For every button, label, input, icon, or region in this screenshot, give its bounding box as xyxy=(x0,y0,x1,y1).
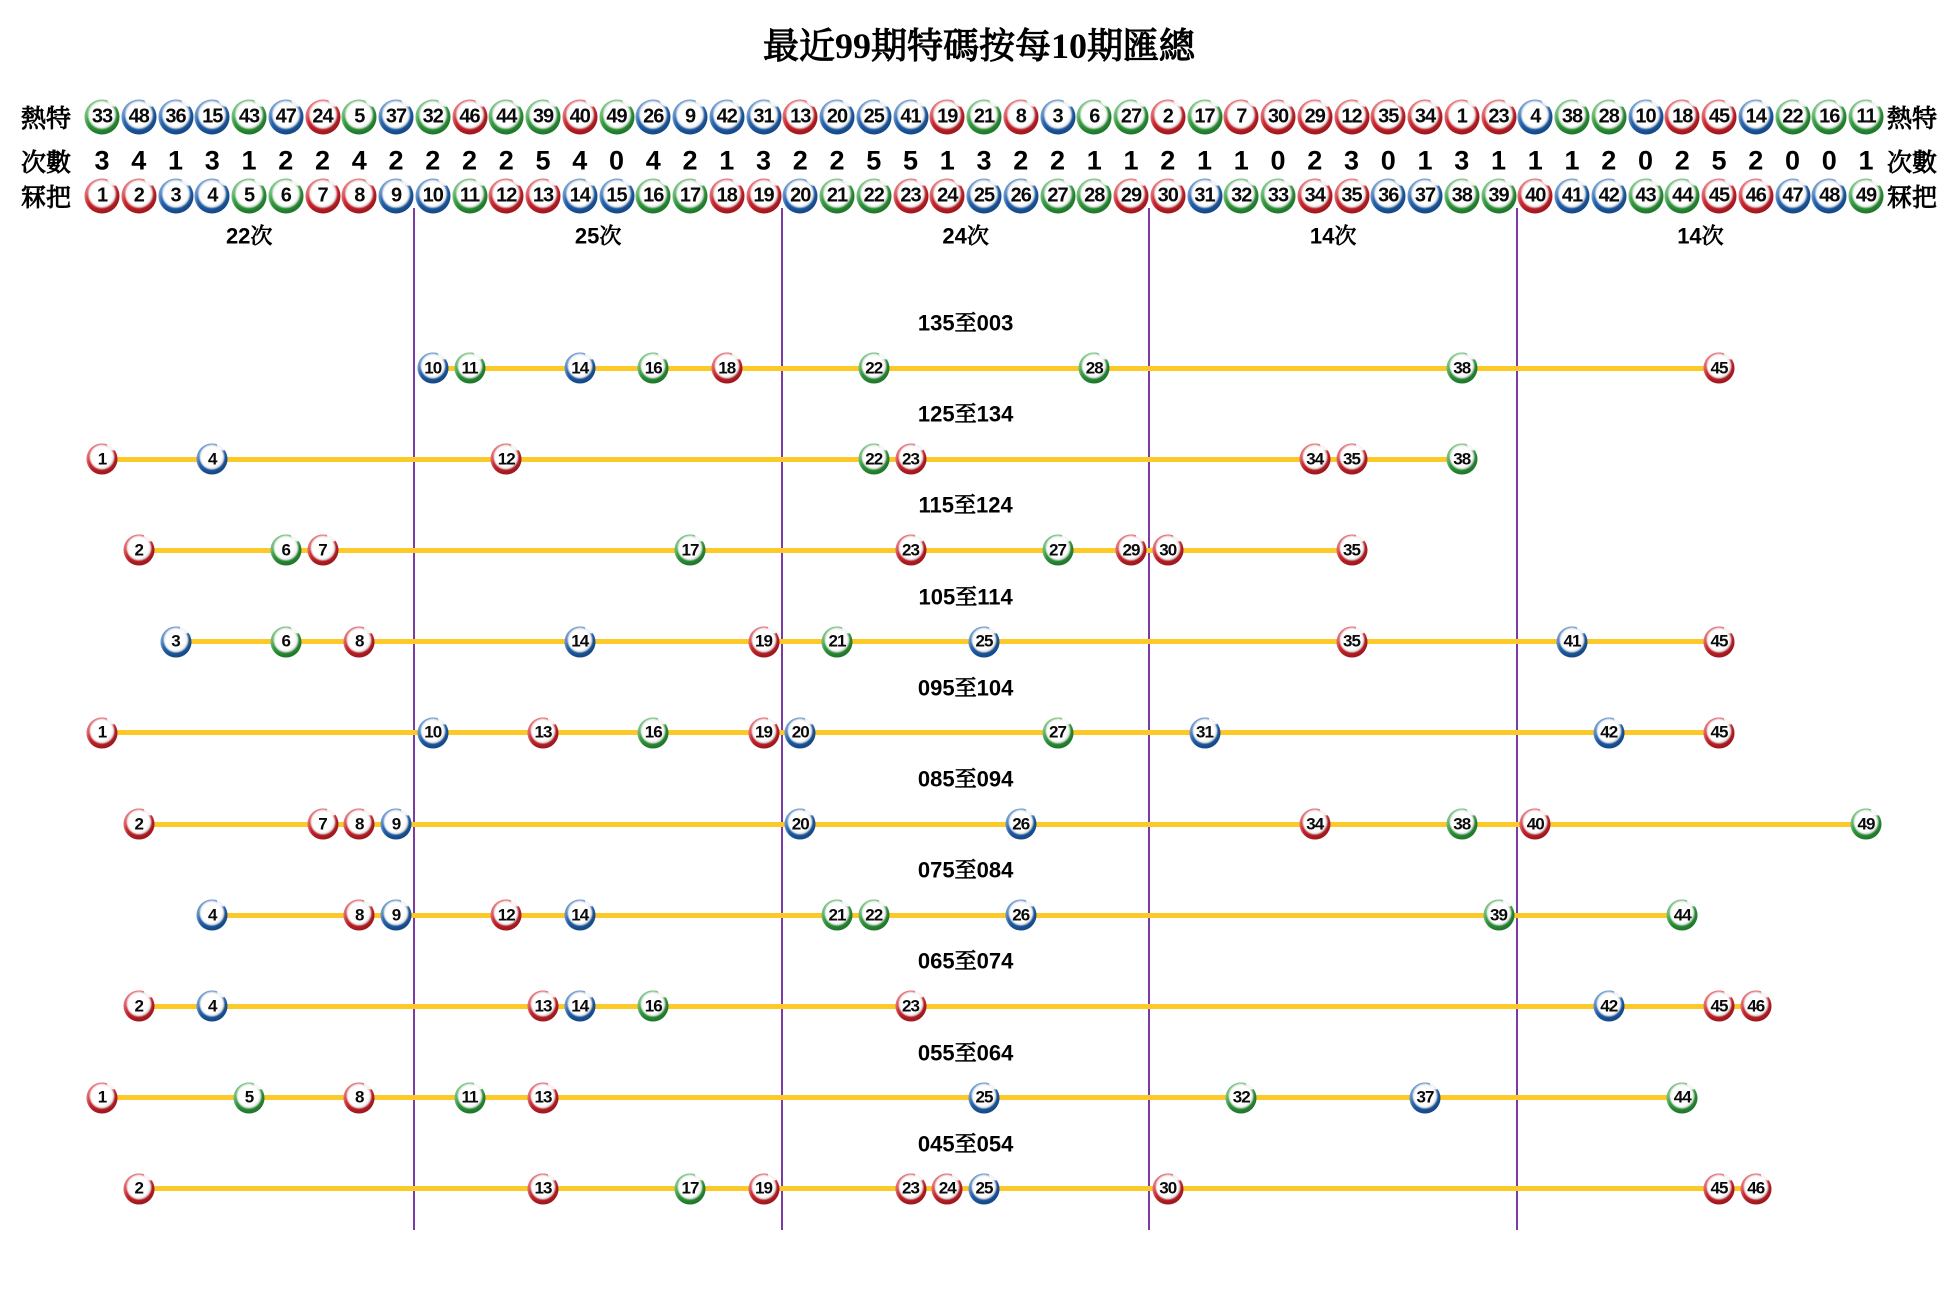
row-ball-42: 42 xyxy=(1593,717,1624,748)
hot-ball-7: 7 xyxy=(1224,100,1259,135)
row-ball-38: 38 xyxy=(1446,444,1477,475)
number-ball-42: 42 xyxy=(1591,179,1626,214)
number-ball-19: 19 xyxy=(746,179,781,214)
row-ball-24: 24 xyxy=(932,1173,963,1204)
count-number-40: 1 xyxy=(1527,145,1543,176)
row-ball-28: 28 xyxy=(1079,353,1110,384)
row-ball-45: 45 xyxy=(1704,991,1735,1022)
row-ball-8: 8 xyxy=(344,900,375,931)
count-number-22: 5 xyxy=(866,145,882,176)
hot-ball-49: 49 xyxy=(599,100,634,135)
row-ball-21: 21 xyxy=(822,626,853,657)
row-ball-34: 34 xyxy=(1299,444,1330,475)
row-ball-41: 41 xyxy=(1557,626,1588,657)
count-number-7: 2 xyxy=(314,145,331,176)
hot-ball-24: 24 xyxy=(305,100,340,135)
row-ball-37: 37 xyxy=(1410,1082,1441,1113)
count-number-17: 2 xyxy=(682,145,698,176)
row-ball-20: 20 xyxy=(785,809,816,840)
row-ball-46: 46 xyxy=(1740,991,1771,1022)
number-ball-10: 10 xyxy=(415,179,450,214)
row-ball-22: 22 xyxy=(858,444,889,475)
count-number-41: 1 xyxy=(1564,145,1580,176)
group-divider-3 xyxy=(1148,208,1150,1230)
number-ball-6: 6 xyxy=(268,179,303,214)
row-ball-11: 11 xyxy=(454,353,485,384)
hot-ball-8: 8 xyxy=(1003,100,1038,135)
count-number-3: 1 xyxy=(167,145,184,176)
row-ball-1: 1 xyxy=(87,717,118,748)
row-ball-14: 14 xyxy=(564,353,595,384)
row-ball-8: 8 xyxy=(344,626,375,657)
group-divider-2 xyxy=(781,208,783,1230)
number-ball-8: 8 xyxy=(342,179,377,214)
hot-ball-33: 33 xyxy=(85,100,120,135)
hot-ball-40: 40 xyxy=(562,100,597,135)
count-number-45: 5 xyxy=(1711,145,1727,176)
number-ball-43: 43 xyxy=(1628,179,1663,214)
count-number-29: 1 xyxy=(1123,145,1139,176)
count-number-9: 2 xyxy=(388,145,404,176)
hot-ball-25: 25 xyxy=(856,100,891,135)
row-ball-19: 19 xyxy=(748,1173,779,1204)
hot-ball-21: 21 xyxy=(967,100,1002,135)
row-ball-45: 45 xyxy=(1704,1173,1735,1204)
hot-ball-32: 32 xyxy=(415,100,450,135)
hot-ball-4: 4 xyxy=(1518,100,1553,135)
count-number-39: 1 xyxy=(1490,145,1507,176)
row-ball-1: 1 xyxy=(87,1082,118,1113)
row-ball-2: 2 xyxy=(123,809,154,840)
number-ball-26: 26 xyxy=(1003,179,1038,214)
number-ball-30: 30 xyxy=(1150,179,1185,214)
row-ball-7: 7 xyxy=(307,809,338,840)
number-ball-18: 18 xyxy=(709,179,744,214)
row-line xyxy=(433,366,1719,371)
count-number-20: 2 xyxy=(792,145,808,176)
row-ball-25: 25 xyxy=(969,1173,1000,1204)
count-number-6: 2 xyxy=(278,145,294,176)
hot-ball-37: 37 xyxy=(379,100,414,135)
count-number-15: 0 xyxy=(608,145,625,176)
row-ball-2: 2 xyxy=(123,991,154,1022)
page-title: 最近99期特碼按每10期匯總 xyxy=(762,26,1195,66)
row-ball-9: 9 xyxy=(381,809,412,840)
row-ball-16: 16 xyxy=(638,991,669,1022)
hot-ball-14: 14 xyxy=(1738,100,1773,135)
row-ball-20: 20 xyxy=(785,717,816,748)
count-number-27: 2 xyxy=(1049,145,1066,176)
number-ball-21: 21 xyxy=(820,179,855,214)
number-ball-22: 22 xyxy=(856,179,891,214)
count-number-32: 1 xyxy=(1233,145,1249,176)
count-number-25: 3 xyxy=(976,145,992,176)
row-ball-3: 3 xyxy=(160,626,191,657)
row-ball-13: 13 xyxy=(528,1082,559,1113)
number-ball-45: 45 xyxy=(1702,179,1737,214)
number-ball-16: 16 xyxy=(636,179,671,214)
row-ball-49: 49 xyxy=(1851,809,1882,840)
row-ball-27: 27 xyxy=(1042,717,1073,748)
hot-ball-23: 23 xyxy=(1481,100,1516,135)
hot-ball-35: 35 xyxy=(1371,100,1406,135)
hot-ball-13: 13 xyxy=(783,100,818,135)
number-ball-3: 3 xyxy=(158,179,193,214)
hot-ball-26: 26 xyxy=(636,100,671,135)
hot-ball-22: 22 xyxy=(1775,100,1810,135)
number-ball-44: 44 xyxy=(1665,179,1700,214)
group-count-label-4: 14次 xyxy=(1309,223,1357,249)
row-ball-45: 45 xyxy=(1704,353,1735,384)
row-ball-26: 26 xyxy=(1005,809,1036,840)
hot-ball-5: 5 xyxy=(342,100,377,135)
count-label-right: 次數 xyxy=(1886,149,1938,177)
hot-ball-43: 43 xyxy=(232,100,267,135)
number-ball-47: 47 xyxy=(1775,179,1810,214)
number-ball-38: 38 xyxy=(1444,179,1479,214)
row-ball-46: 46 xyxy=(1740,1173,1771,1204)
number-ball-7: 7 xyxy=(305,179,340,214)
hot-ball-31: 31 xyxy=(746,100,781,135)
row-ball-44: 44 xyxy=(1667,900,1698,931)
hot-ball-38: 38 xyxy=(1555,100,1590,135)
hot-ball-10: 10 xyxy=(1628,100,1663,135)
count-number-35: 3 xyxy=(1343,145,1360,176)
row-ball-35: 35 xyxy=(1336,626,1367,657)
count-number-13: 5 xyxy=(535,145,551,176)
period-row-label: 085至094 xyxy=(917,766,1014,792)
row-ball-7: 7 xyxy=(307,535,338,566)
hot-ball-6: 6 xyxy=(1077,100,1112,135)
number-label-right: 冧把 xyxy=(1886,184,1938,212)
hot-ball-1: 1 xyxy=(1444,100,1479,135)
count-number-19: 3 xyxy=(755,145,772,176)
group-count-label-5: 14次 xyxy=(1677,223,1724,249)
row-ball-25: 25 xyxy=(969,626,1000,657)
row-line xyxy=(102,457,1462,462)
hot-ball-29: 29 xyxy=(1297,100,1332,135)
number-ball-41: 41 xyxy=(1555,179,1590,214)
number-ball-27: 27 xyxy=(1040,179,1075,214)
row-ball-34: 34 xyxy=(1299,809,1330,840)
row-ball-39: 39 xyxy=(1483,900,1514,931)
number-ball-23: 23 xyxy=(893,179,928,214)
hot-label-left: 熱特 xyxy=(20,105,72,133)
row-ball-30: 30 xyxy=(1152,535,1183,566)
row-ball-14: 14 xyxy=(564,900,595,931)
row-ball-12: 12 xyxy=(491,900,522,931)
group-divider-4 xyxy=(1516,208,1518,1230)
hot-ball-48: 48 xyxy=(121,100,156,135)
row-ball-42: 42 xyxy=(1593,991,1624,1022)
row-ball-38: 38 xyxy=(1446,353,1477,384)
period-row-label: 055至064 xyxy=(917,1040,1014,1066)
number-ball-17: 17 xyxy=(673,179,708,214)
hot-ball-39: 39 xyxy=(526,100,561,135)
number-ball-40: 40 xyxy=(1518,179,1553,214)
period-row-label: 105至114 xyxy=(918,584,1013,610)
row-ball-8: 8 xyxy=(344,809,375,840)
number-ball-5: 5 xyxy=(232,179,267,214)
count-number-23: 5 xyxy=(902,145,919,176)
row-ball-31: 31 xyxy=(1189,717,1220,748)
row-ball-19: 19 xyxy=(748,626,779,657)
row-ball-16: 16 xyxy=(638,717,669,748)
hot-ball-19: 19 xyxy=(930,100,965,135)
number-ball-15: 15 xyxy=(599,179,634,214)
count-number-31: 1 xyxy=(1196,145,1213,176)
period-row-label: 075至084 xyxy=(917,857,1014,883)
count-number-37: 1 xyxy=(1417,145,1433,176)
count-number-5: 1 xyxy=(241,145,257,176)
row-ball-19: 19 xyxy=(748,717,779,748)
hot-ball-47: 47 xyxy=(268,100,303,135)
row-ball-21: 21 xyxy=(822,900,853,931)
hot-ball-9: 9 xyxy=(673,100,708,135)
number-ball-32: 32 xyxy=(1224,179,1259,214)
count-number-26: 2 xyxy=(1013,145,1029,176)
row-ball-4: 4 xyxy=(197,991,228,1022)
count-number-1: 3 xyxy=(94,145,110,176)
hot-ball-46: 46 xyxy=(452,100,487,135)
row-ball-27: 27 xyxy=(1042,535,1073,566)
number-ball-49: 49 xyxy=(1849,179,1884,214)
row-ball-22: 22 xyxy=(858,900,889,931)
count-number-28: 1 xyxy=(1086,145,1102,176)
number-ball-39: 39 xyxy=(1481,179,1516,214)
hot-ball-2: 2 xyxy=(1150,100,1185,135)
count-number-44: 2 xyxy=(1674,145,1690,176)
row-ball-17: 17 xyxy=(675,535,706,566)
row-ball-6: 6 xyxy=(270,535,301,566)
row-ball-10: 10 xyxy=(417,717,448,748)
hot-ball-11: 11 xyxy=(1849,100,1884,135)
count-number-34: 2 xyxy=(1307,145,1323,176)
row-ball-30: 30 xyxy=(1152,1173,1183,1204)
hot-ball-18: 18 xyxy=(1665,100,1700,135)
count-number-2: 4 xyxy=(131,145,147,176)
number-ball-13: 13 xyxy=(526,179,561,214)
row-line xyxy=(102,1095,1682,1100)
row-ball-22: 22 xyxy=(858,353,889,384)
row-ball-14: 14 xyxy=(564,991,595,1022)
hot-ball-17: 17 xyxy=(1187,100,1222,135)
hot-label-right: 熱特 xyxy=(1886,105,1938,133)
count-number-24: 1 xyxy=(939,145,955,176)
number-ball-4: 4 xyxy=(195,179,230,214)
period-row-label: 135至003 xyxy=(917,310,1014,336)
period-row-label: 115至124 xyxy=(918,492,1013,518)
number-ball-14: 14 xyxy=(562,179,597,214)
number-ball-36: 36 xyxy=(1371,179,1406,214)
count-number-36: 0 xyxy=(1380,145,1396,176)
group-count-label-1: 22次 xyxy=(225,223,273,249)
row-ball-10: 10 xyxy=(417,353,448,384)
number-ball-20: 20 xyxy=(783,179,818,214)
count-number-12: 2 xyxy=(498,145,514,176)
count-number-8: 4 xyxy=(351,145,367,176)
count-number-48: 0 xyxy=(1821,145,1837,176)
number-ball-46: 46 xyxy=(1738,179,1773,214)
row-line xyxy=(212,913,1682,918)
number-label-left: 冧把 xyxy=(20,184,72,212)
group-count-label-3: 24次 xyxy=(942,223,989,249)
count-number-21: 2 xyxy=(829,145,845,176)
row-ball-11: 11 xyxy=(454,1082,485,1113)
number-ball-9: 9 xyxy=(379,179,414,214)
hot-ball-27: 27 xyxy=(1114,100,1149,135)
row-ball-9: 9 xyxy=(381,900,412,931)
period-row-label: 125至134 xyxy=(917,401,1014,427)
row-ball-35: 35 xyxy=(1336,444,1367,475)
number-ball-28: 28 xyxy=(1077,179,1112,214)
number-ball-48: 48 xyxy=(1812,179,1847,214)
row-ball-32: 32 xyxy=(1226,1082,1257,1113)
row-ball-25: 25 xyxy=(969,1082,1000,1113)
row-ball-17: 17 xyxy=(675,1173,706,1204)
row-ball-38: 38 xyxy=(1446,809,1477,840)
row-ball-13: 13 xyxy=(528,991,559,1022)
number-ball-31: 31 xyxy=(1187,179,1222,214)
row-ball-29: 29 xyxy=(1116,535,1147,566)
hot-ball-30: 30 xyxy=(1261,100,1296,135)
row-ball-23: 23 xyxy=(895,444,926,475)
number-ball-35: 35 xyxy=(1334,179,1369,214)
hot-ball-15: 15 xyxy=(195,100,230,135)
period-row-label: 065至074 xyxy=(917,948,1014,974)
row-ball-8: 8 xyxy=(344,1082,375,1113)
row-ball-5: 5 xyxy=(234,1082,265,1113)
count-label-left: 次數 xyxy=(20,149,72,177)
row-ball-13: 13 xyxy=(528,717,559,748)
row-ball-18: 18 xyxy=(711,353,742,384)
number-ball-2: 2 xyxy=(121,179,156,214)
number-ball-11: 11 xyxy=(452,179,487,214)
hot-ball-45: 45 xyxy=(1702,100,1737,135)
number-ball-24: 24 xyxy=(930,179,965,214)
row-ball-16: 16 xyxy=(638,353,669,384)
hot-ball-44: 44 xyxy=(489,100,524,135)
row-ball-14: 14 xyxy=(564,626,595,657)
row-ball-4: 4 xyxy=(197,900,228,931)
count-number-16: 4 xyxy=(645,145,661,176)
hot-ball-36: 36 xyxy=(158,100,193,135)
row-ball-6: 6 xyxy=(270,626,301,657)
hot-ball-20: 20 xyxy=(820,100,855,135)
row-ball-13: 13 xyxy=(528,1173,559,1204)
count-number-42: 2 xyxy=(1601,145,1617,176)
number-ball-25: 25 xyxy=(967,179,1002,214)
number-ball-34: 34 xyxy=(1297,179,1332,214)
count-number-14: 4 xyxy=(572,145,588,176)
count-number-18: 1 xyxy=(719,145,735,176)
hot-ball-12: 12 xyxy=(1334,100,1369,135)
hot-ball-41: 41 xyxy=(893,100,928,135)
count-number-49: 1 xyxy=(1858,145,1874,176)
hot-ball-42: 42 xyxy=(709,100,744,135)
count-number-4: 3 xyxy=(204,145,220,176)
count-number-46: 2 xyxy=(1748,145,1764,176)
count-number-38: 3 xyxy=(1454,145,1470,176)
row-line xyxy=(102,730,1719,735)
hot-ball-34: 34 xyxy=(1408,100,1443,135)
row-ball-44: 44 xyxy=(1667,1082,1698,1113)
row-ball-23: 23 xyxy=(895,991,926,1022)
group-count-label-2: 25次 xyxy=(574,223,622,249)
row-ball-40: 40 xyxy=(1520,809,1551,840)
hot-ball-3: 3 xyxy=(1040,100,1075,135)
count-number-33: 0 xyxy=(1270,145,1286,176)
period-row-label: 045至054 xyxy=(917,1131,1014,1157)
row-ball-12: 12 xyxy=(491,444,522,475)
row-ball-26: 26 xyxy=(1005,900,1036,931)
row-ball-2: 2 xyxy=(123,1173,154,1204)
count-number-43: 0 xyxy=(1637,145,1654,176)
row-ball-23: 23 xyxy=(895,1173,926,1204)
hot-ball-28: 28 xyxy=(1591,100,1626,135)
number-ball-37: 37 xyxy=(1408,179,1443,214)
row-ball-45: 45 xyxy=(1704,626,1735,657)
number-ball-33: 33 xyxy=(1261,179,1296,214)
row-ball-1: 1 xyxy=(87,444,118,475)
number-ball-29: 29 xyxy=(1114,179,1149,214)
row-ball-23: 23 xyxy=(895,535,926,566)
count-number-11: 2 xyxy=(461,145,478,176)
row-ball-2: 2 xyxy=(123,535,154,566)
row-line xyxy=(176,639,1720,644)
group-divider-1 xyxy=(413,208,415,1230)
hot-ball-16: 16 xyxy=(1812,100,1847,135)
count-number-10: 2 xyxy=(425,145,441,176)
period-row-label: 095至104 xyxy=(917,675,1014,701)
row-ball-45: 45 xyxy=(1704,717,1735,748)
number-ball-1: 1 xyxy=(85,179,120,214)
row-line xyxy=(139,1004,1756,1009)
row-ball-4: 4 xyxy=(197,444,228,475)
count-number-30: 2 xyxy=(1160,145,1176,176)
count-number-47: 0 xyxy=(1784,145,1801,176)
row-ball-35: 35 xyxy=(1336,535,1367,566)
number-ball-12: 12 xyxy=(489,179,524,214)
